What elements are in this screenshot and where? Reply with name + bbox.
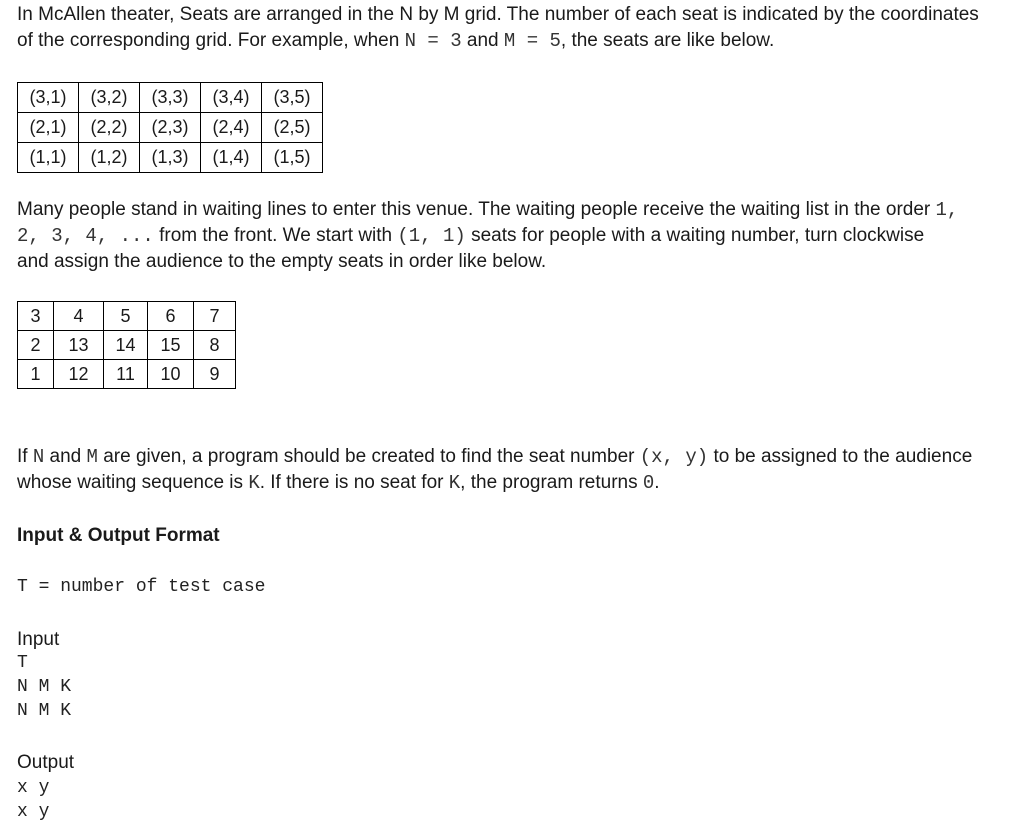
text: are given, a program should be created to find the seat number [97, 446, 640, 467]
grid-cell: (3,4) [201, 83, 262, 113]
seat-coordinate-grid [17, 82, 323, 173]
code-n: N = 3 [404, 30, 462, 52]
grid-cell: 11 [104, 360, 148, 389]
code-zero: 0 [642, 472, 655, 494]
grid-cell: 12 [54, 360, 104, 389]
text: . If there is no seat for [259, 472, 449, 493]
input-line: N M K [17, 677, 72, 697]
code-m: M = 5 [503, 30, 561, 52]
grid-cell: 2 [18, 331, 54, 360]
grid-cell: (1,1) [18, 143, 79, 173]
grid-cell: (1,5) [262, 143, 323, 173]
code-sequence: 1, [935, 199, 959, 221]
grid-cell: 3 [18, 302, 54, 331]
grid-cell: 15 [148, 331, 194, 360]
grid-cell: 10 [148, 360, 194, 389]
grid-cell: 1 [18, 360, 54, 389]
grid-cell: (2,3) [140, 113, 201, 143]
intro-line-1: In McAllen theater, Seats are arranged in the N by M grid. The number of each seat is indicated by the coordinates [17, 4, 979, 25]
grid-cell: 4 [54, 302, 104, 331]
task-paragraph [17, 444, 972, 496]
grid-cell: 7 [194, 302, 236, 331]
grid-cell: 8 [194, 331, 236, 360]
text: from the front. We start with [153, 225, 398, 246]
text: Many people stand in waiting lines to enter this venue. The waiting people receive the waiting list in the order [17, 199, 936, 220]
grid-row [18, 360, 236, 389]
input-block [17, 651, 71, 723]
input-label: Input [17, 629, 60, 650]
grid-cell: (1,2) [79, 143, 140, 173]
grid-cell: 14 [104, 331, 148, 360]
code-start-seat: (1, 1) [397, 225, 466, 247]
input-line: T [17, 653, 28, 673]
section-heading: Input & Output Format [17, 525, 220, 546]
text: . [654, 472, 660, 493]
output-label: Output [17, 752, 75, 773]
code-k: K [248, 472, 260, 494]
grid-cell: (3,3) [140, 83, 201, 113]
test-case-definition: T = number of test case [17, 577, 266, 597]
text: If [17, 446, 33, 467]
grid-cell: (1,3) [140, 143, 201, 173]
input-line: N M K [17, 701, 72, 721]
grid-cell: (3,2) [79, 83, 140, 113]
text: , the program returns [460, 472, 643, 493]
grid-row [18, 83, 323, 113]
grid-cell: (2,4) [201, 113, 262, 143]
grid-row [18, 143, 323, 173]
grid-cell: (2,2) [79, 113, 140, 143]
waiting-line-2 [17, 223, 958, 249]
grid-cell: (1,4) [201, 143, 262, 173]
grid-row [18, 113, 323, 143]
grid-row [18, 302, 236, 331]
output-block [17, 776, 49, 824]
code-xy: (x, y) [639, 446, 709, 468]
output-line: x y [17, 802, 50, 822]
grid-cell: 6 [148, 302, 194, 331]
grid-cell: 13 [54, 331, 104, 360]
task-line-1 [17, 444, 972, 470]
grid-cell: (3,5) [262, 83, 323, 113]
waiting-line-3: and assign the audience to the empty seats in order like below. [17, 251, 547, 272]
intro-line-2 [17, 28, 979, 54]
code-n: N [32, 446, 45, 468]
grid-row [18, 331, 236, 360]
text: and [461, 30, 504, 51]
waiting-paragraph [17, 197, 958, 275]
text: seats for people with a waiting number, turn clockwise [465, 225, 925, 246]
grid-cell: (2,1) [18, 113, 79, 143]
grid-cell: (3,1) [18, 83, 79, 113]
waiting-line-1 [17, 197, 958, 223]
task-line-2 [17, 470, 972, 496]
text: to be assigned to the audience [708, 446, 973, 467]
output-line: x y [17, 778, 50, 798]
grid-cell: (2,5) [262, 113, 323, 143]
waiting-order-grid [17, 301, 236, 389]
code-m: M [86, 446, 98, 468]
intro-paragraph [17, 2, 979, 54]
text: , the seats are like below. [560, 30, 775, 51]
code-sequence: 2, 3, 4, ... [17, 225, 154, 247]
grid-cell: 5 [104, 302, 148, 331]
text: and [44, 446, 87, 467]
text: of the corresponding grid. For example, when [17, 30, 405, 51]
code-k: K [448, 472, 461, 494]
grid-cell: 9 [194, 360, 236, 389]
text: whose waiting sequence is [17, 472, 249, 493]
